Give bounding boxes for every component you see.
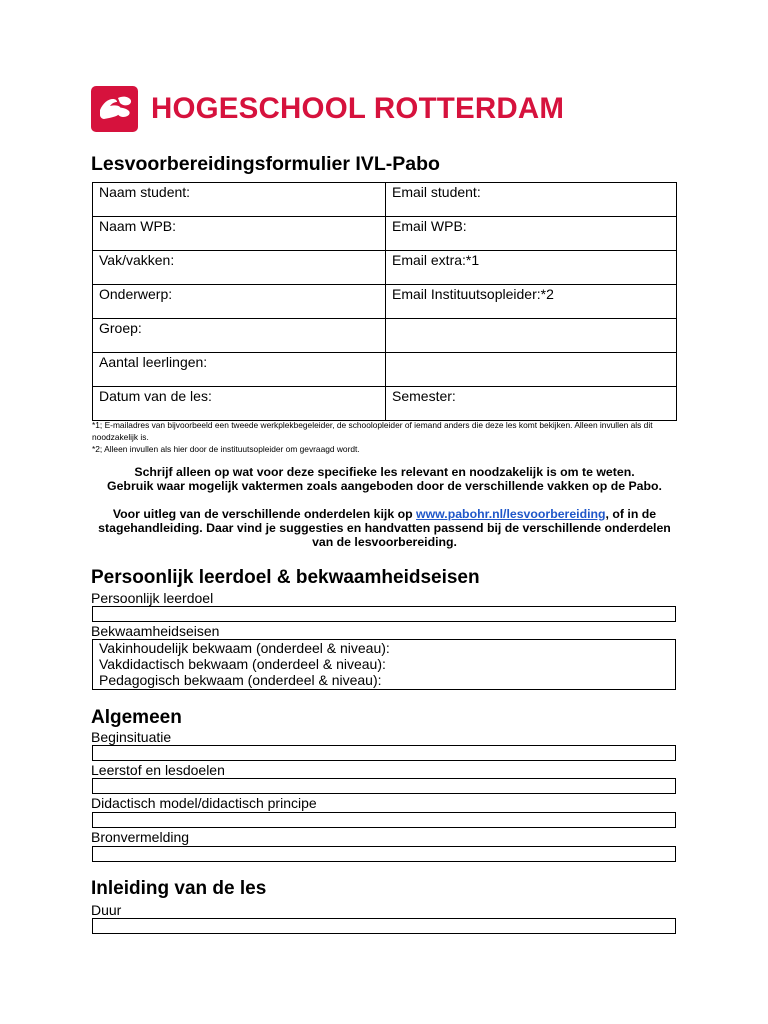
field-group[interactable]: Groep: bbox=[93, 319, 386, 353]
field-lesson-date[interactable]: Datum van de les: bbox=[93, 387, 386, 421]
field-topic[interactable]: Onderwerp: bbox=[93, 285, 386, 319]
section-title-personal: Persoonlijk leerdoel & bekwaamheidseisen bbox=[91, 567, 480, 588]
sources-field[interactable] bbox=[92, 846, 676, 862]
label-competencies: Bekwaamheidseisen bbox=[91, 623, 220, 639]
field-semester[interactable]: Semester: bbox=[386, 387, 677, 421]
logo bbox=[91, 86, 564, 132]
label-sources: Bronvermelding bbox=[91, 829, 190, 845]
table-row bbox=[93, 285, 677, 319]
table-row bbox=[93, 251, 677, 285]
field-wpb-email[interactable]: Email WPB: bbox=[386, 217, 677, 251]
pabohr-link[interactable]: www.pabohr.nl/lesvoorbereiding bbox=[416, 507, 606, 521]
section-title-intro: Inleiding van de les bbox=[91, 878, 267, 899]
field-institute-email[interactable]: Email Instituutsopleider:*2 bbox=[386, 285, 677, 319]
instructions bbox=[92, 465, 677, 549]
field-student-name[interactable]: Naam student: bbox=[93, 183, 386, 217]
instruction-link-prefix: Voor uitleg van de verschillende onderdelen kijk op bbox=[112, 507, 417, 521]
student-info-table bbox=[92, 182, 677, 421]
field-subjects[interactable]: Vak/vakken: bbox=[93, 251, 386, 285]
field-pupil-count[interactable]: Aantal leerlingen: bbox=[93, 353, 386, 387]
competency-pedagogic: Pedagogisch bekwaam (onderdeel & niveau): bbox=[99, 672, 382, 688]
field-extra-email[interactable]: Email extra:*1 bbox=[386, 251, 677, 285]
competencies-field[interactable] bbox=[92, 639, 676, 690]
label-duration: Duur bbox=[91, 902, 122, 918]
label-didactic-model: Didactisch model/didactisch principe bbox=[91, 795, 317, 811]
learning-goals-field[interactable] bbox=[92, 778, 676, 794]
footnote-1: *1; E-mailadres van bijvoorbeeld een tweede werkplekbegeleider, de schoolopleider of iemand anders die deze les komt bekijken. Alleen invullen als dit noodzakelijk is. bbox=[92, 420, 653, 442]
table-row bbox=[93, 217, 677, 251]
personal-goal-field[interactable] bbox=[92, 606, 676, 622]
instruction-line-1: Schrijf alleen op wat voor deze specifieke les relevant en noodzakelijk is om te weten. bbox=[134, 465, 635, 479]
logo-icon bbox=[91, 86, 138, 132]
table-row bbox=[93, 353, 677, 387]
starting-situation-field[interactable] bbox=[92, 745, 676, 761]
field-empty-1[interactable] bbox=[386, 319, 677, 353]
logo-text: HOGESCHOOL ROTTERDAM bbox=[151, 92, 565, 125]
table-row bbox=[93, 387, 677, 421]
section-title-general: Algemeen bbox=[91, 707, 182, 728]
footnotes bbox=[92, 419, 677, 455]
field-wpb-name[interactable]: Naam WPB: bbox=[93, 217, 386, 251]
field-empty-2[interactable] bbox=[386, 353, 677, 387]
label-starting-situation: Beginsituatie bbox=[91, 729, 172, 745]
instruction-link-paragraph bbox=[92, 507, 677, 549]
form-title: Lesvoorbereidingsformulier IVL-Pabo bbox=[91, 153, 440, 175]
instruction-link-suffix: , of in de stagehandleiding. Daar vind je suggesties en handvatten passend bij de verschillende onderdelen van de lesvoorbereiding. bbox=[98, 507, 671, 549]
competency-didactic: Vakdidactisch bekwaam (onderdeel & niveau): bbox=[99, 656, 386, 672]
duration-field[interactable] bbox=[92, 918, 676, 934]
competency-content: Vakinhoudelijk bekwaam (onderdeel & niveau): bbox=[99, 640, 390, 656]
table-row bbox=[93, 319, 677, 353]
table-row bbox=[93, 183, 677, 217]
footnote-2: *2; Alleen invullen als hier door de instituutsopleider om gevraagd wordt. bbox=[92, 444, 360, 454]
instruction-line-2: Gebruik waar mogelijk vaktermen zoals aangeboden door de verschillende vakken op de Pabo. bbox=[107, 479, 662, 493]
label-learning-goals: Leerstof en lesdoelen bbox=[91, 762, 225, 778]
field-student-email[interactable]: Email student: bbox=[386, 183, 677, 217]
didactic-model-field[interactable] bbox=[92, 812, 676, 828]
label-personal-goal: Persoonlijk leerdoel bbox=[91, 590, 214, 606]
